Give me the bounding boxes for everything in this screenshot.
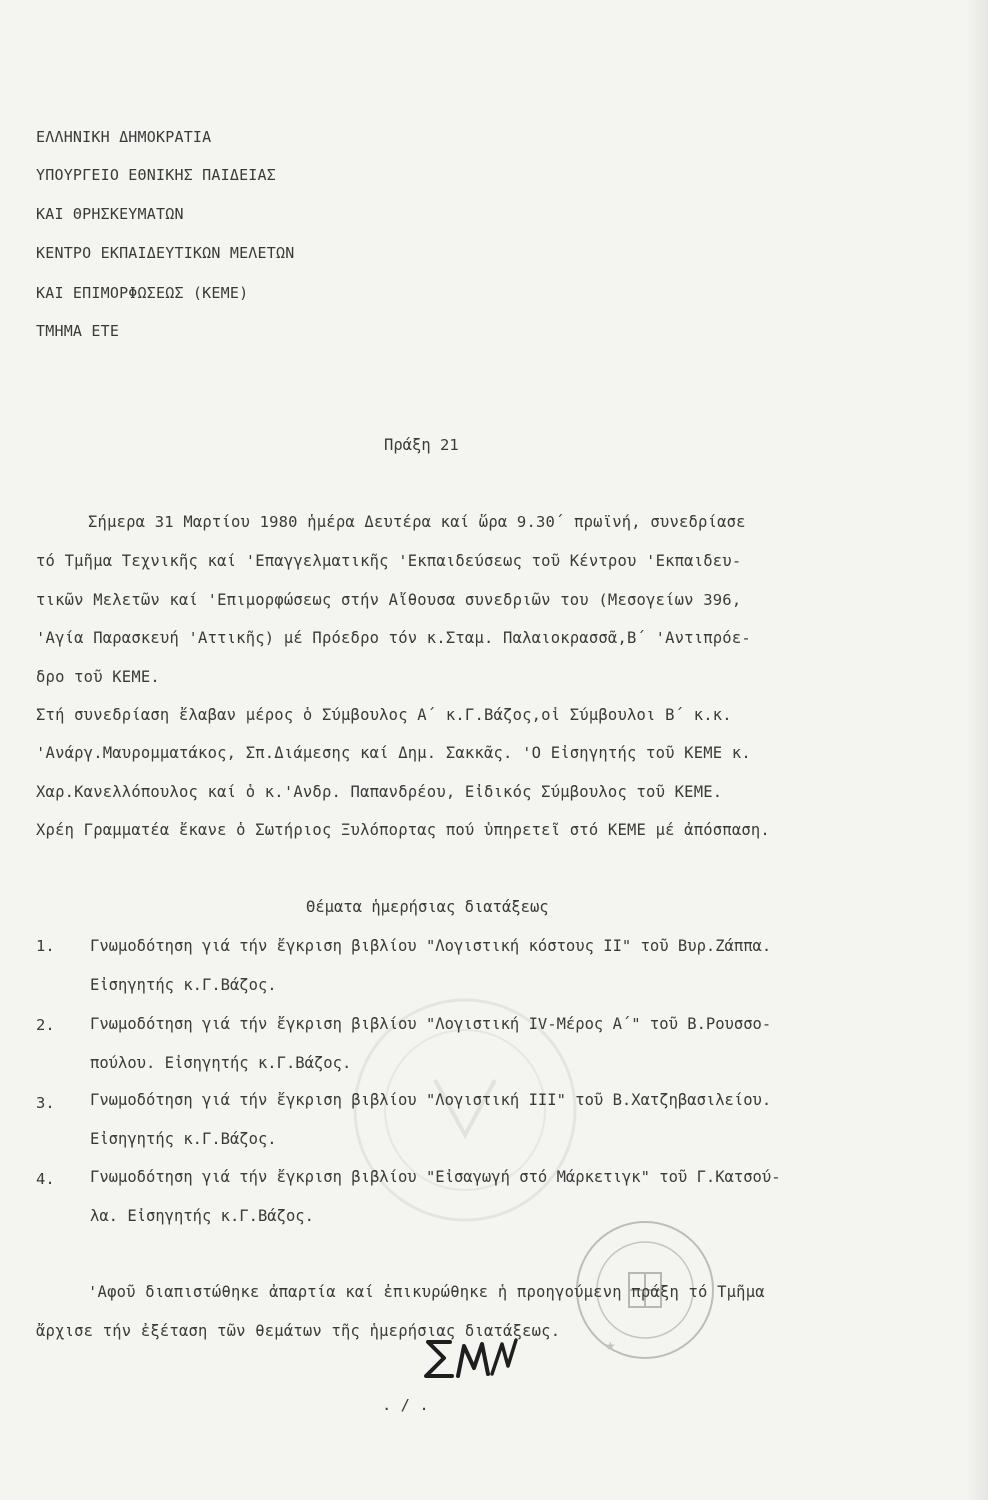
intro-line-6: Στή συνεδρίαση ἔλαβαν μέρος ὁ Σύμβουλος Α΄ κ.Γ.Βάζος,οἱ Σύμβουλοι Β΄ κ.κ. xyxy=(36,706,732,724)
intro-line-5: δρο τοῦ ΚΕΜΕ. xyxy=(36,668,160,686)
agenda-item-3-line1: Γνωμοδότηση γιά τήν ἔγκριση βιβλίου "Λογιστική ΙΙΙ" τοῦ Β.Χατζηβασιλείου. xyxy=(90,1091,772,1109)
agenda-item-2-number: 2. xyxy=(36,1016,55,1034)
intro-line-8: Χαρ.Κανελλόπουλος καί ὁ κ.'Ανδρ. Παπανδρέου, Εἰδικός Σύμβουλος τοῦ ΚΕΜΕ. xyxy=(36,783,723,801)
header-line-1: ΕΛΛΗΝΙΚΗ ΔΗΜΟΚΡΑΤΙΑ xyxy=(36,128,212,146)
header-line-6: ΤΜΗΜΑ ΕΤΕ xyxy=(36,322,120,340)
intro-line-2: τό Τμῆμα Τεχνικῆς καί 'Επαγγελματικῆς 'Εκπαιδεύσεως τοῦ Κέντρου 'Εκπαιδευ- xyxy=(36,552,742,570)
agenda-item-2-line2: πούλου. Εἰσηγητής κ.Γ.Βάζος. xyxy=(90,1054,352,1072)
closing-line-1: 'Αφοῦ διαπιστώθηκε ἀπαρτία καί ἐπικυρώθηκε ἡ προηγούμενη πράξη τό Τμῆμα xyxy=(88,1283,765,1301)
handwritten-signature xyxy=(420,1330,530,1390)
agenda-item-4-line1: Γνωμοδότηση γιά τήν ἔγκριση βιβλίου "Εἰσαγωγή στό Μάρκετιγκ" τοῦ Γ.Κατσού- xyxy=(90,1168,781,1186)
closing-line-2: ἄρχισε τήν ἐξέταση τῶν θεμάτων τῆς ἡμερήσιας διατάξεως. xyxy=(36,1322,561,1340)
svg-text:★: ★ xyxy=(605,1339,616,1353)
intro-line-4: 'Αγία Παρασκευή 'Αττικῆς) μέ Πρόεδρο τόν κ.Σταμ. Παλαιοκρασσᾶ,Β΄ 'Αντιπρόε- xyxy=(36,629,751,647)
agenda-heading: Θέματα ἡμερήσιας διατάξεως xyxy=(306,898,549,916)
intro-line-3: τικῶν Μελετῶν καί 'Επιμορφώσεως στήν Αἴθουσα συνεδριῶν του (Μεσογείων 396, xyxy=(36,591,742,609)
intro-line-9: Χρέη Γραμματέα ἔκανε ὁ Σωτήριος Ξυλόπορτας πού ὑπηρετεῖ στό ΚΕΜΕ μέ ἀπόσπαση. xyxy=(36,821,770,839)
agenda-item-3-line2: Εἰσηγητής κ.Γ.Βάζος. xyxy=(90,1130,277,1148)
agenda-item-4-number: 4. xyxy=(36,1170,55,1188)
agenda-item-1-line1: Γνωμοδότηση γιά τήν ἔγκριση βιβλίου "Λογιστική κόστους ΙΙ" τοῦ Βυρ.Ζάππα. xyxy=(90,937,772,955)
header-line-4: ΚΕΝΤΡΟ ΕΚΠΑΙΔΕΥΤΙΚΩΝ ΜΕΛΕΤΩΝ xyxy=(36,244,295,262)
agenda-item-1-number: 1. xyxy=(36,937,55,955)
agenda-item-2-line1: Γνωμοδότηση γιά τήν ἔγκριση βιβλίου "Λογιστική ΙV-Μέρος Α΄" τοῦ Β.Ρουσσο- xyxy=(90,1015,772,1033)
page-edge-shadow xyxy=(966,0,988,1500)
header-line-5: ΚΑΙ ΕΠΙΜΟΡΦΩΣΕΩΣ (ΚΕΜΕ) xyxy=(36,284,249,302)
agenda-item-3-number: 3. xyxy=(36,1094,55,1112)
header-line-2: ΥΠΟΥΡΓΕΙΟ ΕΘΝΙΚΗΣ ΠΑΙΔΕΙΑΣ xyxy=(36,166,276,184)
agenda-item-1-line2: Εἰσηγητής κ.Γ.Βάζος. xyxy=(90,976,277,994)
agenda-item-4-line2: λα. Εἰσηγητής κ.Γ.Βάζος. xyxy=(90,1207,314,1225)
continuation-mark: . / . xyxy=(382,1396,429,1414)
document-title: Πράξη 21 xyxy=(384,436,459,454)
header-line-3: ΚΑΙ ΘΡΗΣΚΕΥΜΑΤΩΝ xyxy=(36,205,184,223)
intro-line-7: 'Ανάργ.Μαυρομματάκος, Σπ.Διάμεσης καί Δημ. Σακκᾶς. 'Ο Εἰσηγητής τοῦ ΚΕΜΕ κ. xyxy=(36,744,751,762)
intro-line-1: Σήμερα 31 Μαρτίου 1980 ἡμέρα Δευτέρα καί ὥρα 9.30΄ πρωϊνή, συνεδρίασε xyxy=(88,513,746,531)
